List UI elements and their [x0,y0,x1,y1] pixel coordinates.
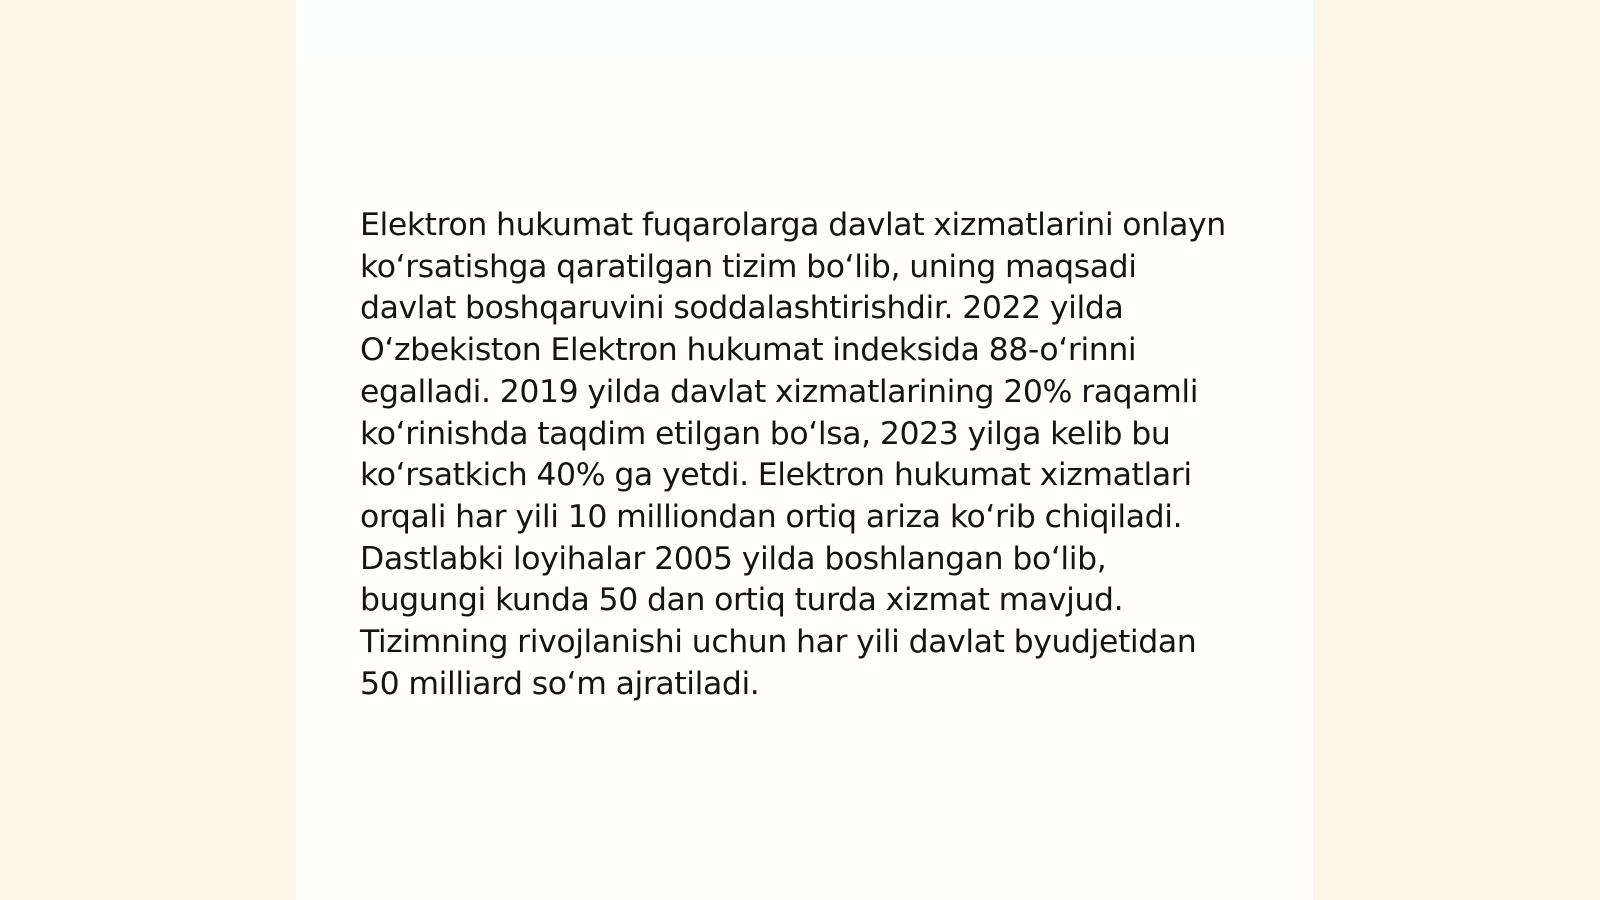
document-page [296,0,1313,900]
page-top-band [296,0,1313,60]
right-margin-panel [1313,0,1600,900]
body-paragraph: Elektron hukumat fuqarolarga davlat xizmatlarini onlayn koʻrsatishga qaratilgan tizim boʻlib, uning maqsadi davlat boshqaruvini soddalashtirishdir. 2022 yilda Oʻzbekiston Elektron hukumat indeksida 88-oʻrinni egalladi. 2019 yilda davlat xizmatlarining 20% raqamli koʻrinishda taqdim etilgan boʻlsa, 2023 yilga kelib bu koʻrsatkich 40% ga yetdi. Elektron hukumat xizmatlari orqali har yili 10 milliondan ortiq ariza koʻrib chiqiladi. Dastlabki loyihalar 2005 yilda boshlangan boʻlib, bugungi kunda 50 dan ortiq turda xizmat mavjud. Tizimning rivojlanishi uchun har yili davlat byudjetidan 50 milliard soʻm ajratiladi. [360,207,1226,702]
left-margin-panel [0,0,296,900]
